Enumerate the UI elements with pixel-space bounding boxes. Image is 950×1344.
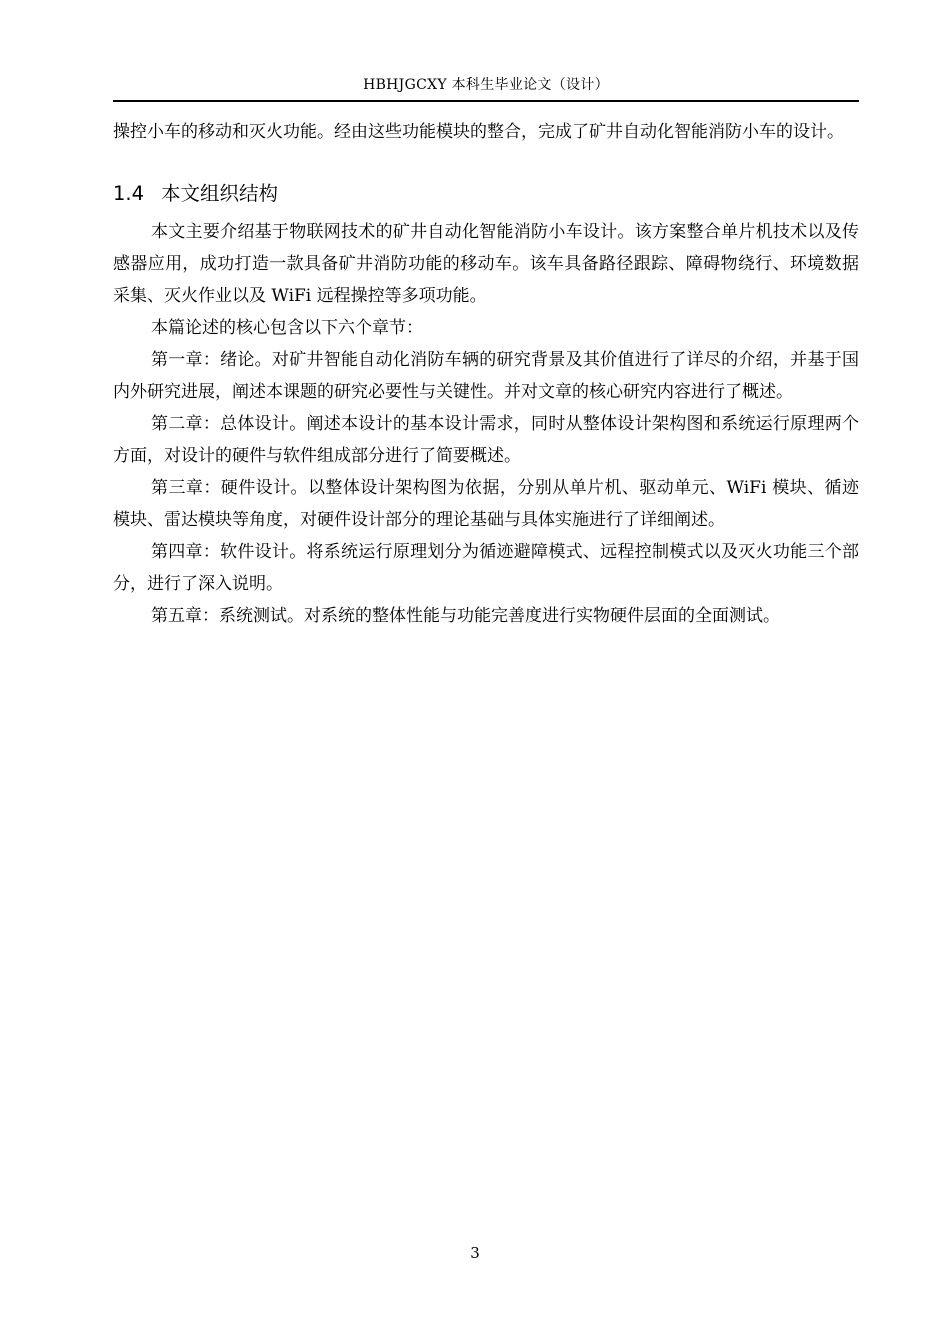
page-number: 3 [470, 1244, 480, 1262]
page-header: HBHJGCXY 本科生毕业论文（设计） [363, 77, 609, 93]
section-number: 1.4 [113, 182, 145, 205]
paragraph-chapter-4: 第四章：软件设计。将系统运行原理划分为循迹避障模式、远程控制模式以及灭火功能三个部分，进行了深入说明。 [113, 542, 859, 594]
paragraph-overview: 本文主要介绍基于物联网技术的矿井自动化智能消防小车设计。该方案整合单片机技术以及传感器应用，成功打造一款具备矿井消防功能的移动车。该车具备路径跟踪、障碍物绕行、环境数据采集、灭火作业以及 WiFi 远程操控等多项功能。 [113, 222, 859, 306]
paragraph-chapter-2: 第二章：总体设计。阐述本设计的基本设计需求，同时从整体设计架构图和系统运行原理两个方面，对设计的硬件与软件组成部分进行了简要概述。 [113, 414, 859, 466]
section-title: 本文组织结构 [161, 182, 279, 205]
page-body [113, 116, 859, 632]
header-rule [113, 100, 859, 102]
paragraph-chapter-intro: 本篇论述的核心包含以下六个章节： [151, 318, 423, 338]
paragraph-chapter-1: 第一章：绪论。对矿井智能自动化消防车辆的研究背景及其价值进行了详尽的介绍，并基于国内外研究进展，阐述本课题的研究必要性与关键性。并对文章的核心研究内容进行了概述。 [113, 350, 859, 402]
intro-paragraph: 操控小车的移动和灭火功能。经由这些功能模块的整合，完成了矿井自动化智能消防小车的设计。 [113, 122, 844, 142]
section-heading [113, 178, 859, 210]
paragraph-chapter-5: 第五章：系统测试。对系统的整体性能与功能完善度进行实物硬件层面的全面测试。 [151, 606, 780, 626]
paragraph-chapter-3: 第三章：硬件设计。以整体设计架构图为依据，分别从单片机、驱动单元、WiFi 模块、循迹模块、雷达模块等角度，对硬件设计部分的理论基础与具体实施进行了详细阐述。 [113, 478, 859, 530]
